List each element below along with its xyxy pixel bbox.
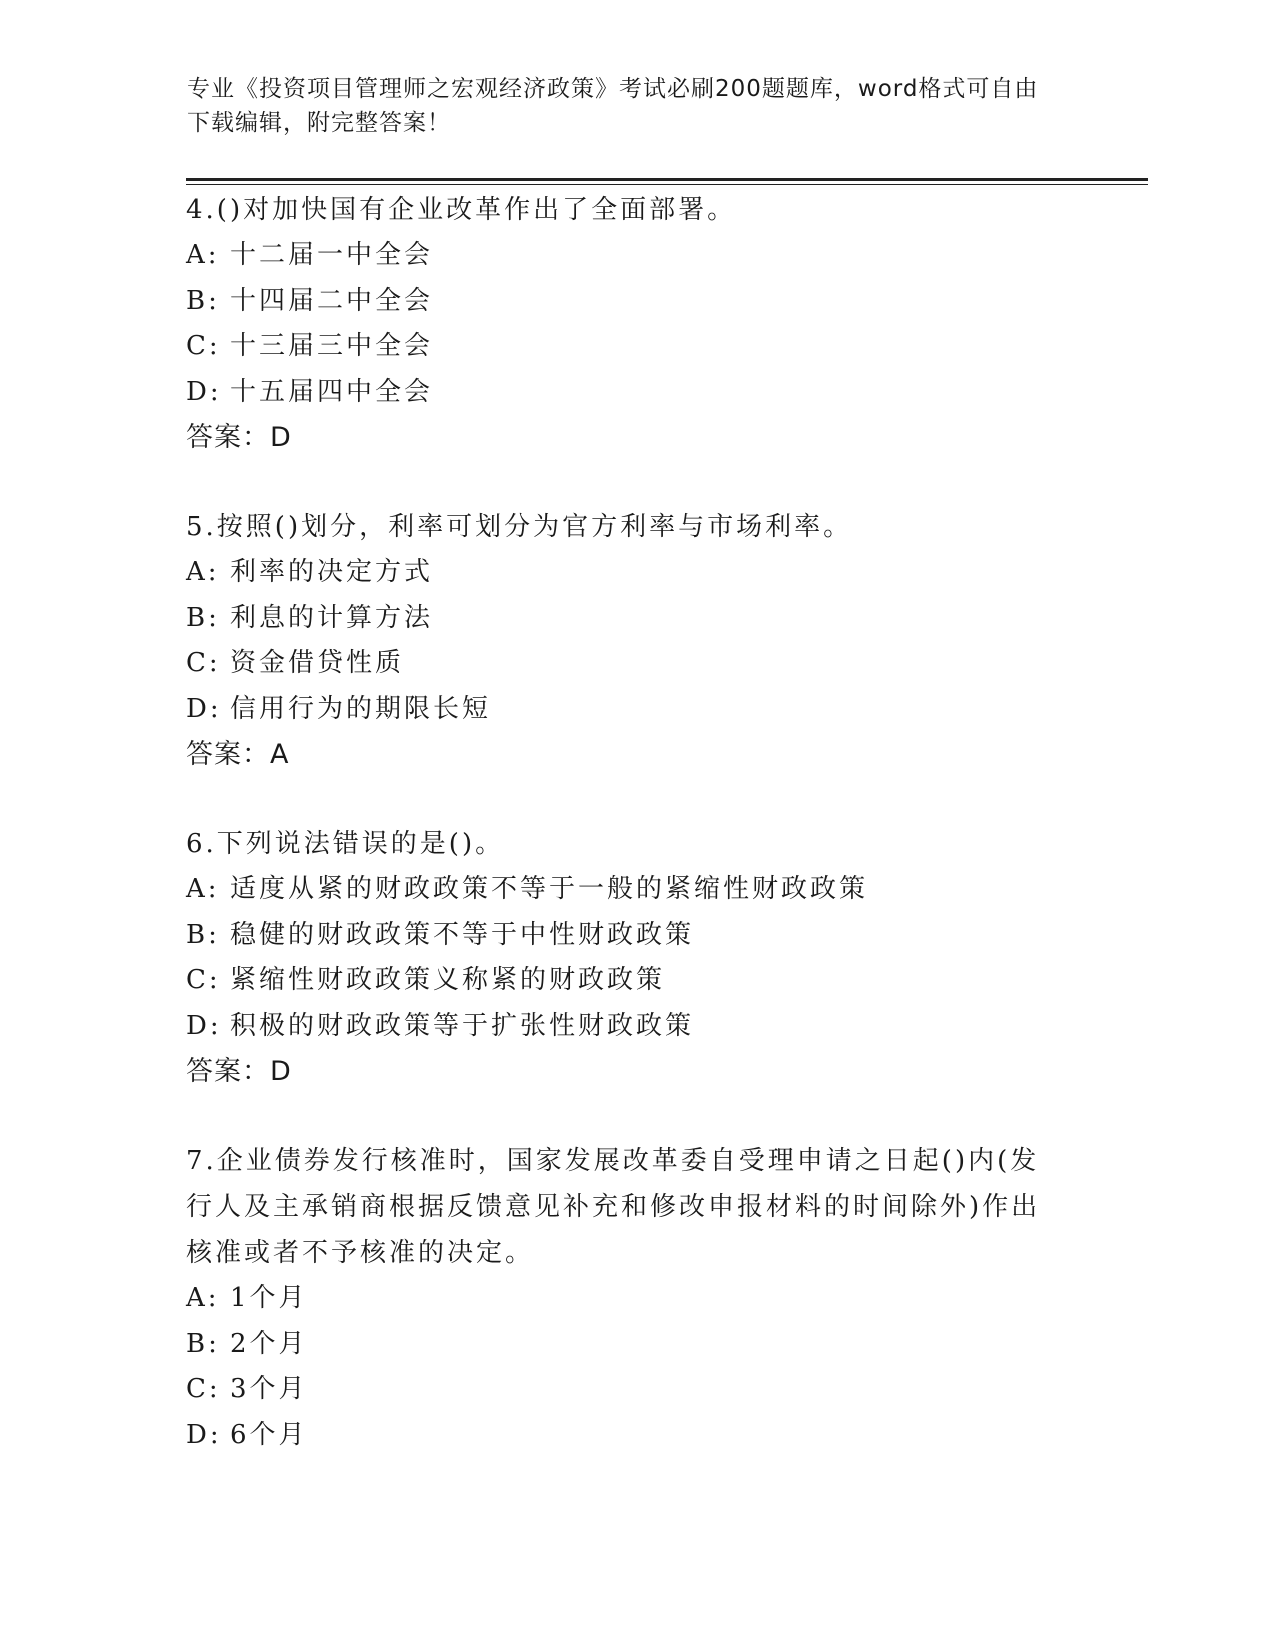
question-stem: 6.下列说法错误的是()。 bbox=[186, 829, 505, 859]
question-6 bbox=[186, 821, 1086, 1095]
header-divider-thick bbox=[186, 178, 1148, 181]
option-text: 2个月 bbox=[230, 1328, 308, 1359]
option-letter: A: bbox=[186, 557, 220, 587]
option-letter: B: bbox=[186, 919, 220, 950]
option-text: 6个月 bbox=[230, 1419, 308, 1450]
option-d bbox=[186, 1004, 1086, 1050]
question-stem: 5.按照()划分，利率可划分为官方利率与市场利率。 bbox=[186, 512, 853, 542]
question-list bbox=[186, 187, 1086, 1501]
option-text: 积极的财政政策等于扩张性财政政策 bbox=[230, 1010, 695, 1041]
option-a bbox=[186, 550, 1086, 596]
answer-line: 答案：D bbox=[186, 1056, 292, 1087]
option-letter: B: bbox=[186, 285, 220, 316]
option-a bbox=[186, 233, 1086, 279]
header-divider-thin bbox=[186, 184, 1148, 185]
option-letter: C: bbox=[186, 648, 221, 678]
option-text: 十五届四中全会 bbox=[230, 376, 434, 407]
option-letter: C: bbox=[186, 331, 221, 361]
header-line-2: 下载编辑，附完整答案！ bbox=[187, 110, 451, 136]
option-letter: D: bbox=[186, 693, 222, 724]
header-line-1: 专业《投资项目管理师之宏观经济政策》考试必刷200题题库，word格式可自由 bbox=[187, 76, 1039, 102]
question-4 bbox=[186, 187, 1086, 461]
question-stem: 4.()对加快国有企业改革作出了全面部署。 bbox=[186, 195, 737, 225]
option-text: 利率的决定方式 bbox=[230, 557, 434, 587]
option-a bbox=[186, 1276, 1086, 1322]
option-letter: D: bbox=[186, 1419, 222, 1450]
option-b bbox=[186, 1322, 1086, 1368]
answer-line: 答案：A bbox=[186, 739, 290, 770]
option-text: 稳健的财政政策不等于中性财政政策 bbox=[230, 919, 695, 950]
document-header bbox=[187, 72, 1087, 140]
option-letter: C: bbox=[186, 965, 221, 995]
option-letter: B: bbox=[186, 602, 220, 633]
option-text: 十二届一中全会 bbox=[230, 240, 434, 270]
option-letter: A: bbox=[186, 240, 220, 270]
option-b bbox=[186, 279, 1086, 325]
option-b bbox=[186, 596, 1086, 642]
option-d bbox=[186, 1413, 1086, 1459]
question-5 bbox=[186, 504, 1086, 778]
option-text: 适度从紧的财政政策不等于一般的紧缩性财政政策 bbox=[230, 874, 869, 904]
option-text: 十四届二中全会 bbox=[230, 285, 434, 316]
option-d bbox=[186, 687, 1086, 733]
option-text: 十三届三中全会 bbox=[230, 331, 434, 361]
option-text: 信用行为的期限长短 bbox=[230, 693, 492, 724]
option-letter: B: bbox=[186, 1328, 220, 1359]
option-letter: A: bbox=[186, 1283, 220, 1313]
option-letter: D: bbox=[186, 376, 222, 407]
option-text: 3个月 bbox=[230, 1374, 308, 1404]
option-c bbox=[186, 641, 1086, 687]
option-text: 紧缩性财政政策义称紧的财政政策 bbox=[230, 965, 666, 995]
option-d bbox=[186, 370, 1086, 416]
question-7 bbox=[186, 1138, 1086, 1458]
option-letter: C: bbox=[186, 1374, 221, 1404]
option-c bbox=[186, 324, 1086, 370]
option-a bbox=[186, 867, 1086, 913]
option-letter: A: bbox=[186, 874, 220, 904]
option-text: 利息的计算方法 bbox=[230, 602, 434, 633]
option-text: 资金借贷性质 bbox=[230, 648, 405, 678]
question-stem: 7.企业债券发行核准时，国家发展改革委自受理申请之日起()内(发行人及主承销商根据反馈意见补充和修改申报材料的时间除外)作出核准或者不予核准的决定。 bbox=[186, 1146, 1041, 1268]
option-letter: D: bbox=[186, 1010, 222, 1041]
option-b bbox=[186, 913, 1086, 959]
option-text: 1个月 bbox=[230, 1283, 308, 1313]
option-c bbox=[186, 958, 1086, 1004]
answer-line: 答案：D bbox=[186, 422, 292, 453]
option-c bbox=[186, 1367, 1086, 1413]
